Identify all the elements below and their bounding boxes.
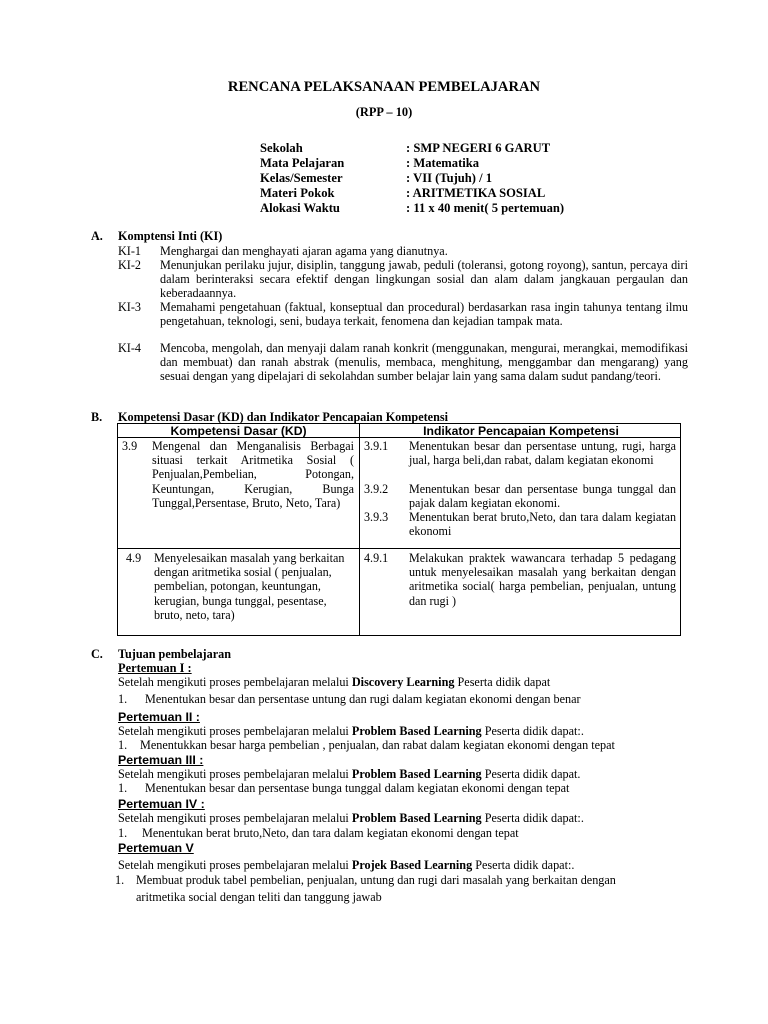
intro-text: Peserta didik dapat:.	[472, 858, 575, 872]
section-a-heading	[91, 229, 222, 243]
meeting-title: Pertemuan V	[118, 841, 194, 855]
learning-model: Projek Based Learning	[351, 858, 473, 872]
kd-text: Mengenal dan Menganalisis Berbagai situasi terkait Aritmetika Sosial ( Penjualan,Pembelian, Potongan, Keuntungan, Kerugian, Bunga Tunggal,Persentase, Bruto, Neto, Tara)	[152, 439, 354, 510]
info-value: : Matematika	[406, 156, 480, 170]
ki-text: Mencoba, mengolah, dan menyaji dalam ranah konkrit (menggunakan, mengurai, merangkai, memodifikasi dan membuat) dan ranah abstrak (menulis, membaca, menghitung, menggambar dan mengarang) yang sesuai dengan yang dipelajari di sekolahdan sumber belajar lain yang sama dalam sudut pandang/teori.	[160, 341, 688, 384]
table-row	[122, 439, 354, 510]
meeting-title: Pertemuan III :	[118, 753, 204, 767]
info-row-alokasi-waktu	[260, 201, 564, 215]
ki-item-3	[118, 300, 688, 328]
table-header-kd: Kompetensi Dasar (KD)	[170, 424, 307, 438]
meeting-intro	[118, 811, 584, 825]
indicator-number: 4.9.1	[364, 551, 389, 565]
learning-model: Discovery Learning	[351, 675, 455, 689]
meeting-title: Pertemuan I :	[118, 661, 192, 675]
learning-model: Problem Based Learning	[351, 811, 482, 825]
intro-text: Setelah mengikuti proses pembelajaran melalui	[118, 675, 352, 689]
intro-text: Peserta didik dapat.	[481, 767, 581, 781]
indicator-item	[364, 439, 676, 467]
item-text: Membuat produk tabel pembelian, penjualan, untung dan rugi dari masalah yang berkaitan dengan	[136, 873, 616, 887]
info-value: : SMP NEGERI 6 GARUT	[406, 141, 551, 155]
intro-text: Peserta didik dapat:.	[481, 811, 584, 825]
info-label: Sekolah	[260, 141, 303, 155]
indicator-text: Menentukan besar dan persentase untung, rugi, harga jual, harga beli,dan rabat, dalam kegiatan ekonomi	[409, 439, 676, 468]
ki-item-4	[118, 341, 688, 384]
document-subtitle: (RPP – 10)	[355, 105, 413, 119]
item-number: 1.	[115, 873, 125, 887]
indicator-number: 3.9.3	[364, 510, 389, 524]
item-number: 1.	[118, 738, 128, 752]
kd-text: Menyelesaikan masalah yang berkaitan dengan aritmetika sosial ( penjualan, pembelian, potongan, keuntungan, kerugian, bunga tunggal, pesentase, bruto, neto, tara)	[154, 551, 345, 622]
table-divider	[359, 424, 360, 635]
intro-text: Setelah mengikuti proses pembelajaran melalui	[118, 767, 352, 781]
info-label: Alokasi Waktu	[260, 201, 340, 215]
section-letter: A.	[91, 229, 103, 243]
indicator-number: 3.9.1	[364, 439, 389, 453]
kd-number: 3.9	[122, 439, 138, 453]
item-number: 1.	[118, 781, 128, 795]
section-title: Tujuan pembelajaran	[118, 647, 231, 661]
info-value: : ARITMETIKA SOSIAL	[406, 186, 546, 200]
meeting-objective	[115, 873, 616, 887]
ki-item-1	[118, 244, 688, 258]
indicator-number: 3.9.2	[364, 482, 389, 496]
kd-table	[117, 423, 681, 636]
ki-code: KI-3	[118, 300, 142, 314]
item-number: 1.	[118, 692, 128, 706]
item-text: Menentukan besar dan persentase untung dan rugi dalam kegiatan ekonomi dengan benar	[145, 692, 581, 706]
item-text: Menentukan berat bruto,Neto, dan tara dalam kegiatan ekonomi dengan tepat	[142, 826, 519, 840]
intro-text: Setelah mengikuti proses pembelajaran melalui	[118, 858, 352, 872]
indicator-text: Menentukan berat bruto,Neto, dan tara dalam kegiatan ekonomi	[409, 510, 676, 539]
info-value: : 11 x 40 menit( 5 pertemuan)	[406, 201, 565, 215]
ki-code: KI-2	[118, 258, 142, 272]
ki-text: Menghargai dan menghayati ajaran agama yang dianutnya.	[160, 244, 448, 258]
info-row-mata-pelajaran	[260, 156, 479, 170]
learning-model: Problem Based Learning	[351, 724, 482, 738]
ki-text: Menunjukan perilaku jujur, disiplin, tanggung jawab, peduli (toleransi, gotong royong), santun, percaya diri dalam berinteraksi secara efektif dengan lingkungan sosial dan alam dalam jangkauan pergaulan dan keberadaannya.	[160, 258, 688, 301]
intro-text: Setelah mengikuti proses pembelajaran melalui	[118, 724, 352, 738]
ki-text: Memahami pengetahuan (faktual, konseptual dan procedural) berdasarkan rasa ingin tahunya tentang ilmu pengetahuan, teknologi, seni, budaya terkait, fenomena dan kejadian tampak mata.	[160, 300, 688, 329]
meeting-intro	[118, 675, 550, 689]
section-letter: C.	[91, 647, 103, 661]
intro-text: Setelah mengikuti proses pembelajaran melalui	[118, 811, 352, 825]
info-row-materi-pokok	[260, 186, 545, 200]
info-label: Mata Pelajaran	[260, 156, 345, 170]
meeting-intro	[118, 767, 580, 781]
intro-text: Peserta didik dapat:.	[481, 724, 584, 738]
section-title: Komptensi Inti (KI)	[118, 229, 223, 243]
section-title: Kompetensi Dasar (KD) dan Indikator Pencapaian Kompetensi	[118, 410, 448, 424]
info-value: : VII (Tujuh) / 1	[406, 171, 493, 185]
indicator-text: Menentukan besar dan persentase bunga tunggal dan pajak dalam kegiatan ekonomi.	[409, 482, 676, 511]
info-row-sekolah	[260, 141, 550, 155]
info-label: Materi Pokok	[260, 186, 335, 200]
meeting-intro	[118, 858, 574, 872]
learning-model: Problem Based Learning	[351, 767, 482, 781]
meeting-objective	[118, 738, 615, 752]
meeting-title: Pertemuan IV :	[118, 797, 205, 811]
ki-item-2	[118, 258, 688, 301]
table-divider	[118, 548, 680, 549]
intro-text: Peserta didik dapat	[454, 675, 551, 689]
meeting-objective	[118, 781, 569, 795]
table-row	[126, 551, 354, 622]
indicator-item	[364, 551, 676, 608]
info-label: Kelas/Semester	[260, 171, 343, 185]
document-title: RENCANA PELAKSANAAN PEMBELAJARAN	[227, 79, 541, 95]
indicator-item	[364, 482, 676, 510]
meeting-title: Pertemuan II :	[118, 710, 200, 724]
table-header-indikator: Indikator Pencapaian Kompetensi	[423, 424, 619, 438]
indicator-item	[364, 510, 676, 538]
meeting-intro	[118, 724, 584, 738]
meeting-objective	[118, 692, 581, 706]
ki-code: KI-1	[118, 244, 142, 258]
kd-number: 4.9	[126, 551, 142, 565]
item-number: 1.	[118, 826, 128, 840]
section-letter: B.	[91, 410, 103, 424]
info-row-kelas-semester	[260, 171, 492, 185]
meeting-objective	[118, 826, 519, 840]
item-text: Menentukkan besar harga pembelian , penjualan, dan rabat dalam kegiatan ekonomi dengan tepat	[140, 738, 615, 752]
section-c-heading	[91, 647, 231, 661]
item-text: Menentukan besar dan persentase bunga tunggal dalam kegiatan ekonomi dengan tepat	[145, 781, 570, 795]
ki-code: KI-4	[118, 341, 142, 355]
meeting-objective-continued: aritmetika social dengan teliti dan tanggung jawab	[136, 890, 382, 904]
indicator-text: Melakukan praktek wawancara terhadap 5 pedagang untuk menyelesaikan masalah yang berkaitan dengan aritmetika social( harga pembelian, penjualan, untung dan rugi )	[409, 551, 676, 608]
